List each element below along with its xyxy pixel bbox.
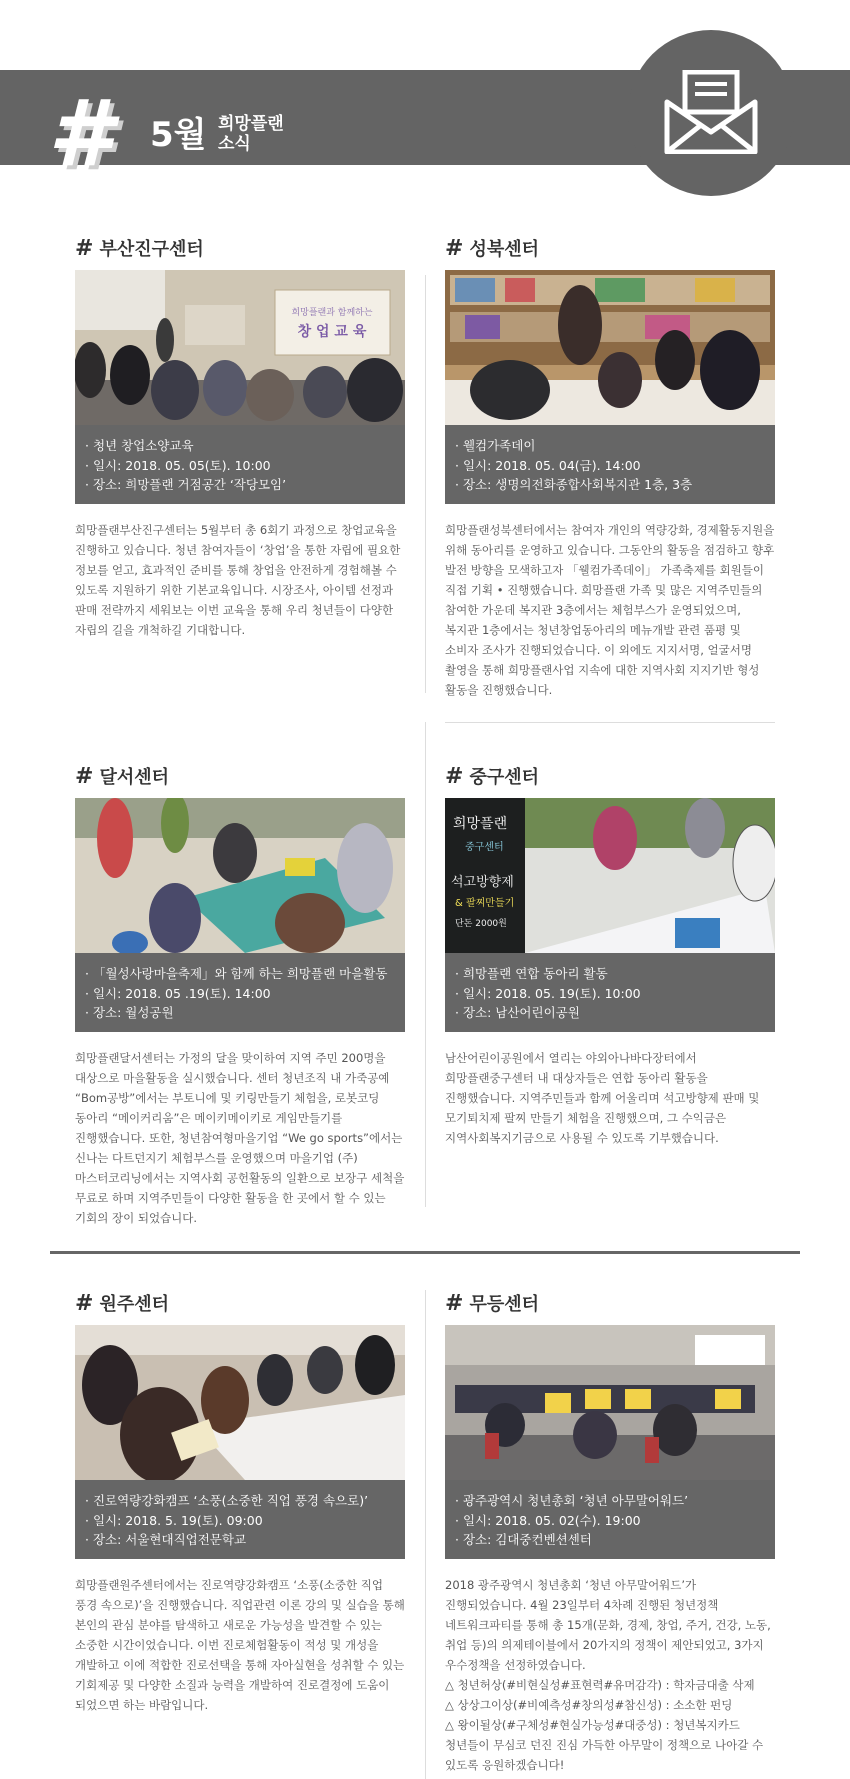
header-subtitle-line2: 소식 — [218, 134, 251, 154]
caption-line: · 일시: 2018. 05. 04(금). 14:00 — [455, 457, 641, 473]
section-title-text: 달서센터 — [99, 767, 169, 788]
caption-line: · 장소: 남산어린이공원 — [455, 1005, 580, 1020]
envelope-circle — [628, 30, 794, 196]
section-title: # 중구센터 — [445, 764, 539, 789]
section-dalseo — [75, 764, 405, 1228]
caption-line: · 장소: 월성공원 — [85, 1005, 174, 1020]
caption-line: · 웰컴가족데이 — [455, 438, 536, 453]
caption-line: · 진로역량강화캠프 ‘소풍(소중한 직업 풍경 속으로)’ — [85, 1493, 369, 1508]
event-caption — [75, 953, 405, 1032]
event-caption — [445, 1480, 775, 1559]
event-caption — [75, 1480, 405, 1559]
section-description — [445, 1575, 775, 1775]
caption-line: · 일시: 2018. 5. 19(토). 09:00 — [85, 1512, 263, 1528]
header-subtitle-line1: 희망플랜 — [218, 114, 284, 134]
caption-line: · 장소: 서울현대직업전문학교 — [85, 1532, 247, 1547]
caption-line: · 장소: 희망플랜 거점공간 ‘작당모임’ — [85, 477, 287, 492]
section-title: # 원주센터 — [75, 1291, 169, 1316]
header-hash: # — [48, 80, 113, 187]
column-divider-2 — [425, 722, 426, 1207]
photo-dalseo — [75, 798, 405, 953]
section-title-text: 중구센터 — [469, 767, 539, 788]
caption-line: · 장소: 김대중컨벤션센터 — [455, 1532, 592, 1547]
section-description: 희망플랜달서센터는 가정의 달을 맞이하여 지역 주민 200명을 대상으로 마을활동을 실시했습니다. 센터 청년조직 내 가죽공예 “Bom공방”에서는 부토니에 및 키링만들기 체험을, 로봇코딩 동아리 “메이커리움”은 메이키메이키로 게임만들기를 진행했습니다. 또한, 청년참여형마을기업 “We go sports”에서는 신나는 다트던지기 체험부스를 운영했으며 마을기업 (주)마스터코리닝에서는 지역사회 공헌활동의 일환으로 보장구 세척을 무료로 하며 지역주민들이 다양한 활동을 한 곳에서 할 수 있는 기회의 장이 되었습니다. — [75, 1051, 405, 1225]
board-line5: 단돈 2000원 — [455, 919, 507, 929]
section-description: 희망플랜원주센터에서는 진로역량강화캠프 ‘소풍(소중한 직업 풍경 속으로)’을 진행했습니다. 직업관련 이론 강의 및 실습을 통해 본인의 관심 분야를 탐색하고 새로운 가능성을 발견할 수 있는 소중한 시간이었습니다. 이번 진로체험활동이 적성 및 개성을 개발하고 이에 적합한 진로선택을 통해 자아실현을 성취할 수 있는 기회제공 및 다양한 소질과 능력을 개발하여 진로결정에 도움이 되었으면 하는 바람입니다. — [75, 1578, 405, 1712]
section-title: # 성북센터 — [445, 236, 539, 261]
board-line1: 희망플랜 — [453, 816, 508, 832]
section-title-text: 원주센터 — [99, 1294, 169, 1315]
photo-seongbuk — [445, 270, 775, 425]
caption-line: · 광주광역시 청년총회 ‘청년 아무말어워드’ — [455, 1493, 689, 1508]
section-mudeung — [445, 1291, 775, 1775]
section-title-text: 부산진구센터 — [99, 239, 204, 260]
board-line3: 석고방향제 — [451, 875, 514, 890]
photo-banner-line2: 창 업 교 육 — [297, 324, 367, 340]
photo-busanjin — [75, 270, 405, 425]
section-description: 남산어린이공원에서 열리는 야외아나바다장터에서 희망플랜중구센터 내 대상자들은 연합 동아리 활동을 진행했습니다. 지역주민들과 함께 어울리며 석고방향제 판매 및 모기퇴치제 팔찌 만들기 체험을 진행했으며, 그 수익금은 지역사회복지기금으로 사용될 수 있도록 기부했습니다. — [445, 1051, 760, 1145]
caption-line: · 장소: 생명의전화종합사회복지관 1층, 3층 — [455, 477, 693, 492]
section-busanjin — [75, 236, 405, 640]
caption-line: · 일시: 2018. 05 .19(토). 14:00 — [85, 985, 271, 1001]
caption-line: · 「월성사랑마을축제」와 함께 하는 희망플랜 마을활동 — [85, 966, 388, 981]
board-line2: 중구센터 — [465, 842, 504, 853]
caption-line: · 일시: 2018. 05. 19(토). 10:00 — [455, 985, 641, 1001]
description-line: △ 상상그이상(#비예측성#창의성#참신성) : 소소한 펀딩 — [445, 1698, 733, 1712]
section-title-text: 성북센터 — [469, 239, 539, 260]
description-line: △ 청년허상(#비현실성#표현력#유머감각) : 학자금대출 삭제 — [445, 1678, 755, 1692]
event-caption — [445, 953, 775, 1032]
caption-line: · 일시: 2018. 05. 02(수). 19:00 — [455, 1512, 641, 1528]
caption-line: · 희망플랜 연합 동아리 활동 — [455, 966, 608, 981]
section-title: # 달서센터 — [75, 764, 169, 789]
photo-wonju — [75, 1325, 405, 1480]
header-month: 5월 — [150, 115, 207, 155]
section-wonju — [75, 1291, 405, 1715]
event-caption — [75, 425, 405, 504]
description-line: 2018 광주광역시 청년총회 ‘청년 아무말어워드’가 진행되었습니다. 4월 23일부터 4차례 진행된 청년정책 네트워크파티를 통해 총 15개(문화, 경제, 창업, 주거, 건강, 노동, 취업 등)의 의제테이블에서 20가지의 정책이 제안되었고, 3가지 우수정책을 선정하였습니다. — [445, 1578, 771, 1672]
caption-line: · 청년 창업소양교육 — [85, 438, 194, 453]
row-divider — [445, 722, 775, 723]
envelope-icon — [663, 70, 759, 154]
header-subtitle — [218, 114, 284, 154]
caption-line: · 일시: 2018. 05. 05(토). 10:00 — [85, 457, 271, 473]
description-line: 청년들이 무심코 던진 진심 가득한 아무말이 정책으로 나아갈 수 있도록 응원하겠습니다! — [445, 1738, 764, 1772]
photo-banner-line1: 희망플랜과 함께하는 — [291, 308, 373, 318]
section-description: 희망플랜부산진구센터는 5월부터 총 6회기 과정으로 창업교육을 진행하고 있습니다. 청년 참여자들이 ‘창업’을 통한 자립에 필요한 정보를 얻고, 효과적인 준비를 통해 창업을 안전하게 경험해볼 수 있도록 지원하기 위한 기본교육입니다. 시장조사, 아이템 선정과 판매 전략까지 세워보는 이번 교육을 통해 우리 청년들이 다양한 자립의 길을 개척하길 기대합니다. — [75, 523, 401, 637]
section-junggu — [445, 764, 775, 1148]
column-divider-1 — [425, 275, 426, 693]
photo-mudeung — [445, 1325, 775, 1480]
section-seongbuk — [445, 236, 775, 700]
description-line: △ 왕이될상(#구체성#현실가능성#대중성) : 청년복지카드 — [445, 1718, 740, 1732]
section-title: # 부산진구센터 — [75, 236, 204, 261]
section-title-text: 무등센터 — [469, 1294, 539, 1315]
section-description: 희망플랜성북센터에서는 참여자 개인의 역량강화, 경제활동지원을 위해 동아리를 운영하고 있습니다. 그동안의 활동을 점검하고 향후 발전 방향을 모색하고자 「웰컴가족데이」 가족축제를 회원들이 직접 기획 • 진행했습니다. 희망플랜 가족 및 많은 지역주민들의 참여한 가운데 복지관 3층에서는 체험부스가 운영되었으며, 복지관 1층에서는 청년창업동아리의 메뉴개발 관련 품평 및 소비자 조사가 진행되었습니다. 이 외에도 지지서명, 얼굴서명 촬영을 통해 희망플랜사업 지속에 대한 지역사회 지지기반 형성 활동을 진행했습니다. — [445, 523, 775, 697]
column-divider-3 — [425, 1290, 426, 1779]
section-divider — [50, 1251, 800, 1254]
board-line4: & 팔찌만들기 — [455, 898, 515, 909]
section-title: # 무등센터 — [445, 1291, 539, 1316]
event-caption — [445, 425, 775, 504]
photo-junggu — [445, 798, 775, 953]
